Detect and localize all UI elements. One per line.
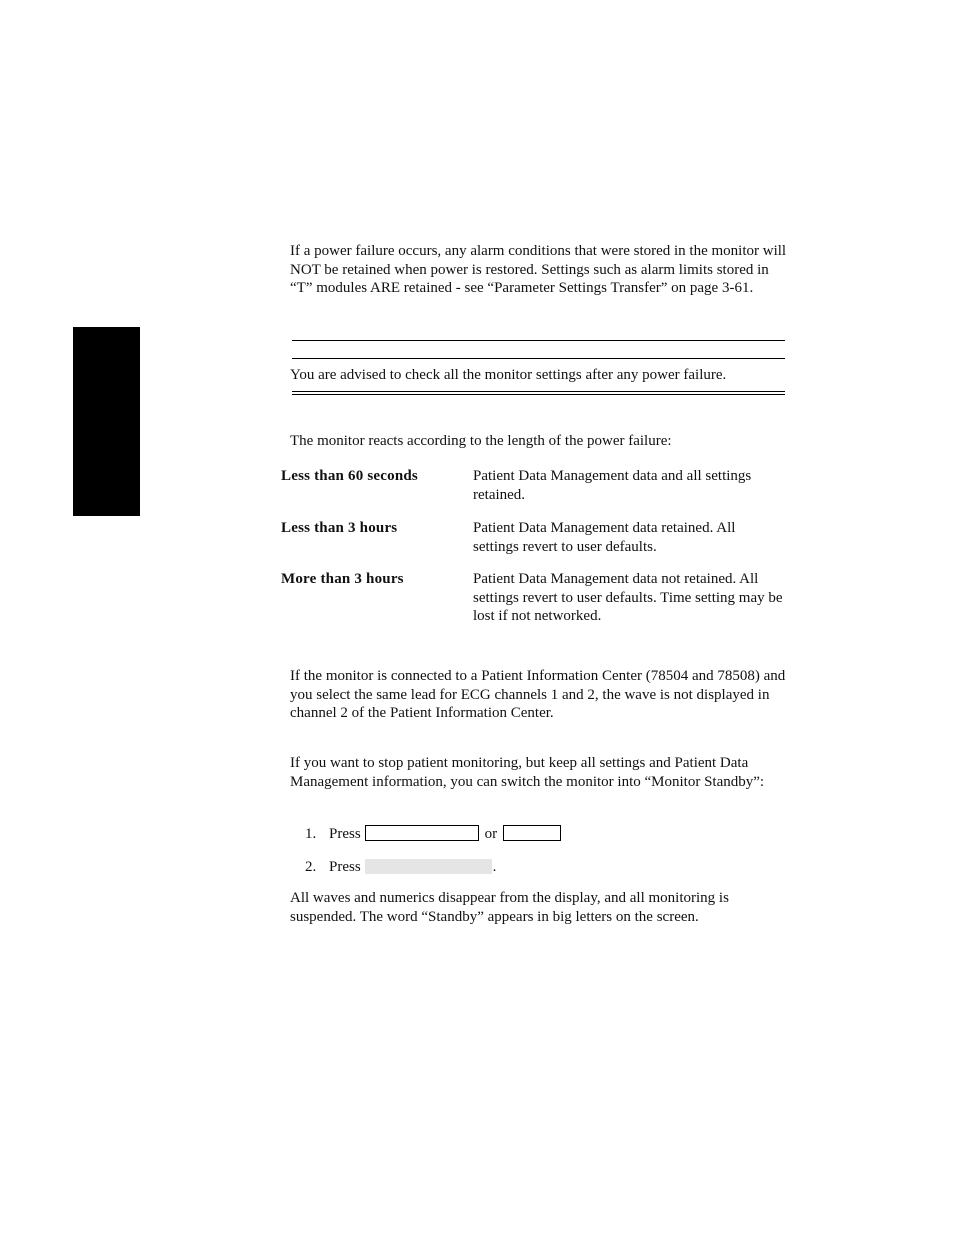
ecg-note: If the monitor is connected to a Patient Information Center (78504 and 78508) and you select the same lead for ECG channels 1 and 2, the wave is not displayed in channel 2 of the Patient Information Center. [290, 668, 786, 722]
power-failure-intro: If a power failure occurs, any alarm conditions that were stored in the monitor will NOT be retained when power is restored. Settings such as alarm limits stored in “T” modules ARE retained - see “Parameter Settings Transfer” on page 3-61. [290, 243, 787, 297]
table-description: Patient Data Management data not retained. All settings revert to user defaults. Time setting may be lost if not networked. [473, 571, 783, 625]
note-heading-rule [292, 358, 785, 359]
note-bottom-rule [292, 391, 785, 395]
table-description: Patient Data Management data and all settings retained. [473, 468, 752, 503]
table-description: Patient Data Management data retained. All settings revert to user defaults. [473, 520, 736, 555]
key-box[interactable] [365, 859, 492, 874]
step-or-text: or [484, 826, 498, 842]
step-1 [305, 825, 567, 844]
note-top-rule [292, 340, 785, 341]
step-press-text: Press [329, 826, 361, 842]
step-number: 2. [305, 859, 317, 875]
key-box[interactable] [503, 825, 561, 841]
table-term: Less than 3 hours [281, 520, 398, 536]
key-box[interactable] [365, 825, 479, 841]
standby-result: All waves and numerics disappear from the display, and all monitoring is suspended. The word “Standby” appears in big letters on the screen. [290, 890, 729, 925]
step-2 [305, 858, 496, 877]
step-press-text: Press [329, 859, 361, 875]
reaction-intro: The monitor reacts according to the length of the power failure: [290, 433, 672, 449]
note-text: You are advised to check all the monitor settings after any power failure. [290, 367, 727, 383]
table-term: More than 3 hours [281, 571, 404, 587]
step-period: . [492, 859, 497, 875]
standby-intro: If you want to stop patient monitoring, but keep all settings and Patient Data Management information, you can switch the monitor into “Monitor Standby”: [290, 755, 765, 790]
step-number: 1. [305, 826, 317, 842]
table-term: Less than 60 seconds [281, 468, 418, 484]
chapter-tab [73, 327, 140, 516]
